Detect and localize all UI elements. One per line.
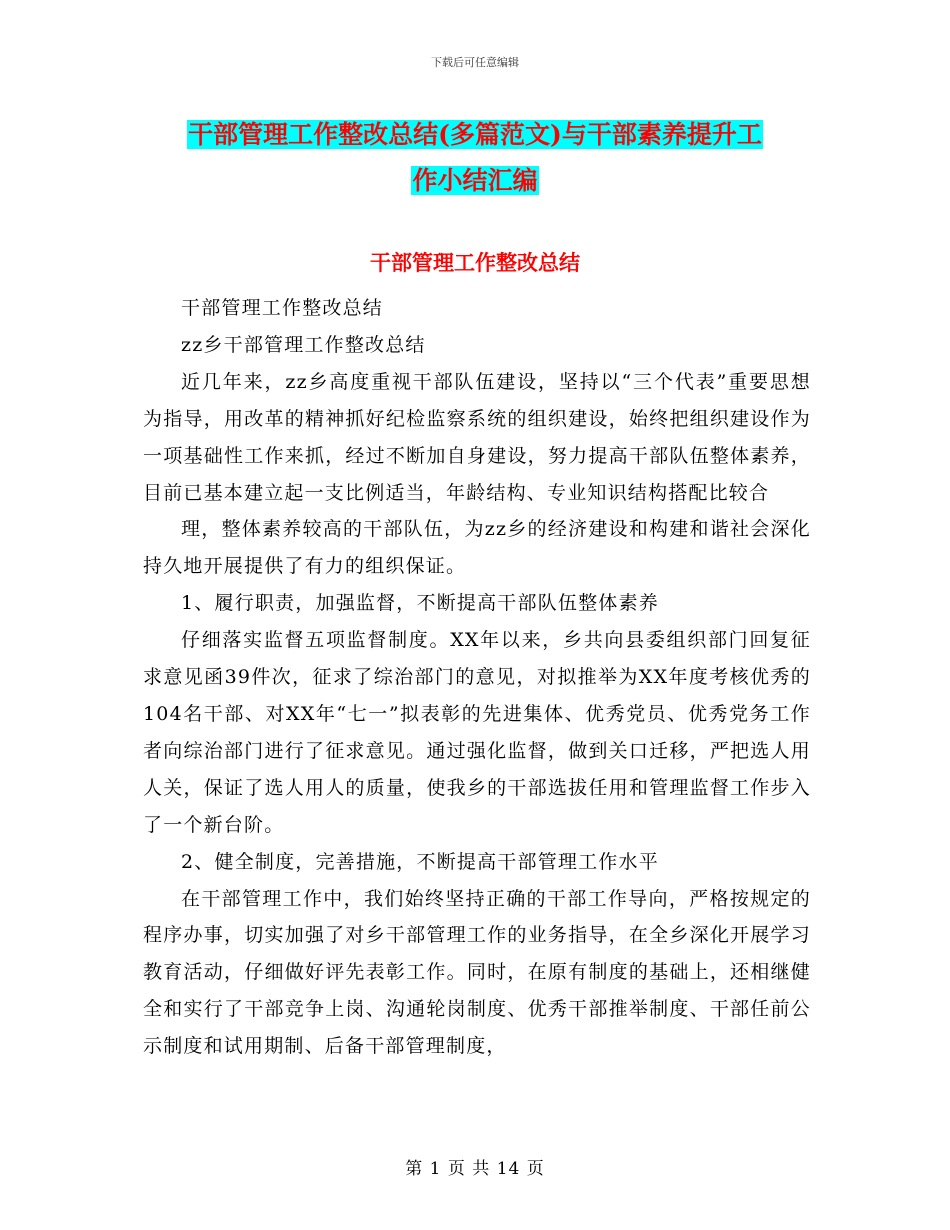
paragraph: 仔细落实监督五项监督制度。XX年以来，乡共向县委组织部门回复征求意见函39件次，征求了综治部门的意见，对拟推举为XX年度考核优秀的104名干部、对XX年“七一”拟表彰的先进集体、优秀党员、优秀党务工作者向综治部门进行了征求意见。通过强化监督，做到关口迁移，严把选人用人关，保证了选人用人的质量，使我乡的干部选拔任用和管理监督工作步入了一个新台阶。: [143, 629, 811, 836]
paragraph: 2、健全制度，完善措施，不断提高干部管理工作水平: [181, 850, 659, 873]
paragraph: 近几年来，zz乡高度重视干部队伍建设，坚持以“三个代表”重要思想为指导，用改革的精神抓好纪检监察系统的组织建设，始终把组织建设作为一项基础性工作来抓，经过不断加自身建设，努力提高干部队伍整体素养，目前已基本建立起一支比例适当，年龄结构、专业知识结构搭配比较合: [143, 370, 811, 504]
section-title: 干部管理工作整改总结: [370, 250, 580, 275]
paragraph: 干部管理工作整改总结: [181, 297, 384, 319]
document-title-line-1: 干部管理工作整改总结(多篇范文)与干部素养提升工: [188, 120, 762, 149]
paragraph: 理，整体素养较高的干部队伍，为zz乡的经济建设和构建和谐社会深化持久地开展提供了有力的组织保证。: [143, 518, 811, 578]
page-header-note: 下载后可任意编辑: [431, 56, 519, 69]
paragraph: zz乡干部管理工作整改总结: [181, 333, 426, 356]
page-footer: 第 1 页 共 14 页: [405, 1159, 545, 1179]
document-body: [143, 290, 811, 1065]
document-title: [150, 112, 800, 204]
paragraph: 在干部管理工作中，我们始终坚持正确的干部工作导向，严格按规定的程序办事，切实加强了对乡干部管理工作的业务指导，在全乡深化开展学习教育活动，仔细做好评先表彰工作。同时，在原有制度的基础上，还相继健全和实行了干部竞争上岗、沟通轮岗制度、优秀干部推举制度、干部任前公示制度和试用期制、后备干部管理制度，: [143, 887, 811, 1058]
paragraph: 1、履行职责，加强监督，不断提高干部队伍整体素养: [181, 592, 659, 615]
document-title-line-2: 作小结汇编: [412, 166, 538, 195]
